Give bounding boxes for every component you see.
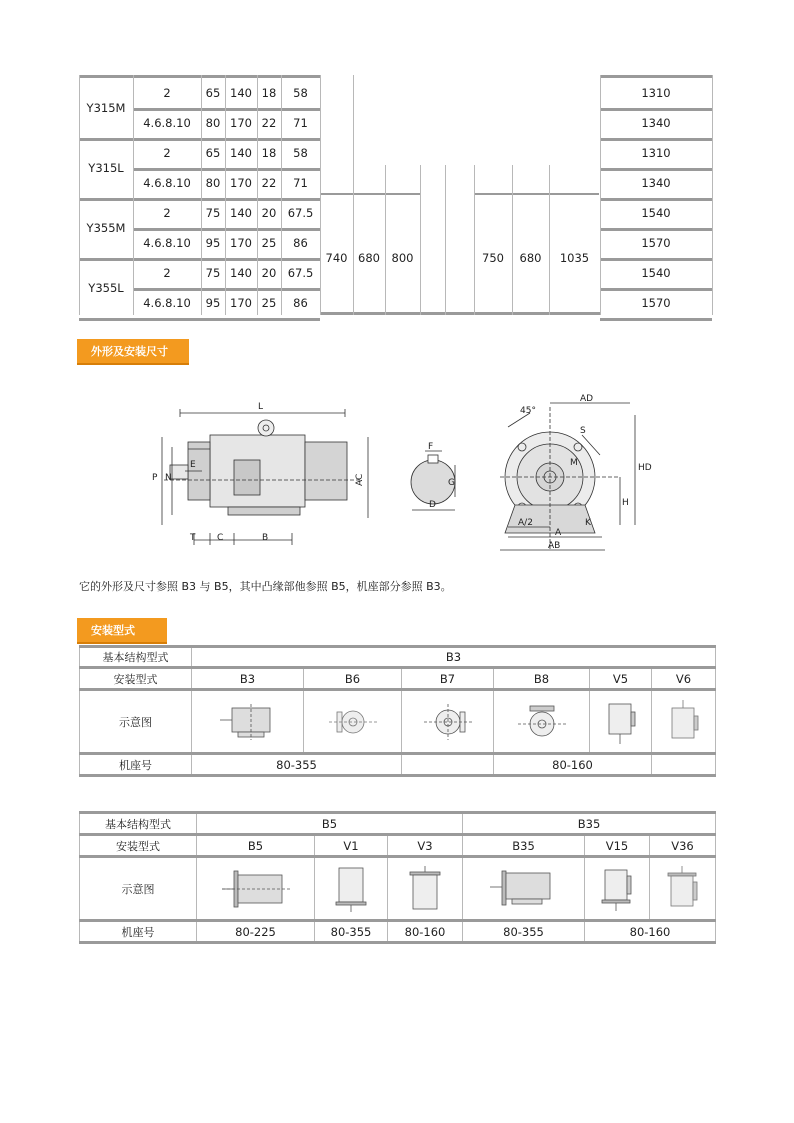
label-D: D (429, 500, 436, 510)
shared-cell: 750 (482, 251, 504, 265)
mount-type-b7: B7 (402, 668, 494, 690)
dim-cell: 140 (230, 86, 252, 100)
section-title-mounting: 安装型式 (91, 624, 135, 637)
label-T: T (190, 533, 196, 543)
frame-cell: Y355M (86, 221, 126, 235)
dim-cell: 20 (261, 266, 277, 280)
dimension-table (79, 75, 712, 315)
dim-cell: 67.5 (287, 206, 314, 220)
diagram-cell-b7 (402, 690, 494, 754)
diagram-cell-v5 (590, 690, 652, 754)
dim-cell: 2 (163, 146, 171, 160)
diagram-cell-v36 (650, 857, 716, 921)
dim-cell: 170 (230, 176, 252, 190)
dim-cell: 2 (163, 86, 171, 100)
frame-label: 机座号 (80, 754, 192, 776)
mount-type-b35: B35 (463, 835, 585, 857)
basic-structure-b35: B35 (463, 813, 716, 835)
label-AB: AB (548, 541, 561, 551)
motor-v3-icon (405, 864, 445, 914)
motor-b3-icon (218, 702, 278, 742)
label-S: S (580, 426, 586, 436)
dim-cell: 170 (230, 236, 252, 250)
vline-right-3 (445, 165, 446, 315)
shared-cell: 1035 (559, 251, 590, 265)
frame-b7 (402, 754, 494, 776)
weight-cell: 1340 (641, 176, 671, 190)
weight-cell: 1340 (641, 116, 671, 130)
dim-cell: 25 (261, 296, 277, 310)
frame-label-2: 机座号 (80, 921, 197, 943)
motor-v15-icon (597, 864, 637, 914)
mount-type-v5: V5 (590, 668, 652, 690)
mounting-table-b5-b35 (79, 811, 716, 944)
motor-v5-icon (601, 698, 641, 746)
motor-b5-icon (220, 867, 292, 911)
frame-cell: Y315M (86, 101, 126, 115)
weight-cell: 1540 (641, 266, 671, 280)
weight-cell: 1570 (641, 236, 671, 250)
motor-b7-icon (418, 702, 478, 742)
weight-cell: 1310 (641, 146, 671, 160)
mount-type-b8: B8 (494, 668, 590, 690)
frame-v3: 80-160 (388, 921, 463, 943)
dim-cell: 95 (205, 296, 221, 310)
diagram-cell-b35 (463, 857, 585, 921)
dimension-grid (79, 75, 712, 315)
frame-b5: 80-225 (197, 921, 315, 943)
mount-type-v36: V36 (650, 835, 716, 857)
label-A: A (555, 528, 562, 538)
basic-structure-label-2: 基本结构型式 (80, 813, 197, 835)
label-AD: AD (580, 394, 594, 404)
dim-cell: 140 (230, 146, 252, 160)
mount-type-v15: V15 (585, 835, 650, 857)
dim-cell: 67.5 (287, 266, 314, 280)
dim-cell: 58 (293, 86, 308, 100)
dimension-drawing (150, 385, 650, 565)
frame-b8-v5: 80-160 (494, 754, 652, 776)
dim-cell: 18 (261, 86, 277, 100)
diagram-cell-v3 (388, 857, 463, 921)
label-B: B (262, 533, 269, 543)
rule-left-8 (79, 318, 320, 321)
section-tag-dimensions (77, 339, 189, 363)
side-view (162, 409, 368, 545)
dim-cell: 2 (163, 266, 171, 280)
label-AC: AC (355, 473, 365, 486)
dim-cell: 4.6.8.10 (143, 296, 191, 310)
dim-cell: 71 (293, 176, 308, 190)
rule-mid-a (474, 193, 599, 195)
diagram-cell-v15 (585, 857, 650, 921)
dimension-note: 它的外形及尺寸参照 B3 与 B5，其中凸缘部他参照 B5，机座部分参照 B3。 (79, 580, 452, 593)
dim-cell: 4.6.8.10 (143, 236, 191, 250)
dim-cell: 86 (293, 236, 308, 250)
dim-cell: 170 (230, 116, 252, 130)
shared-cell: 680 (358, 251, 380, 265)
label-P: P (152, 473, 158, 483)
weight-cell: 1570 (641, 296, 671, 310)
motor-b6-icon (323, 702, 383, 742)
frame-v15-v36: 80-160 (585, 921, 716, 943)
dim-cell: 65 (205, 86, 221, 100)
weight-cell: 1310 (641, 86, 671, 100)
basic-structure-b5: B5 (197, 813, 463, 835)
label-F: F (428, 442, 434, 452)
label-E: E (190, 460, 196, 470)
basic-structure-value: B3 (192, 647, 716, 668)
dim-cell: 58 (293, 146, 308, 160)
dim-cell: 22 (261, 176, 277, 190)
mount-type-label-2: 安装型式 (80, 835, 197, 857)
frame-v1: 80-355 (315, 921, 388, 943)
mount-type-v6: V6 (652, 668, 716, 690)
vline-right-8 (712, 75, 713, 315)
dim-cell: 4.6.8.10 (143, 116, 191, 130)
dim-cell: 71 (293, 116, 308, 130)
dim-cell: 170 (230, 296, 252, 310)
diagram-cell-b5 (197, 857, 315, 921)
dim-cell: 4.6.8.10 (143, 176, 191, 190)
rule-mid-b (320, 193, 420, 195)
label-N: N (165, 473, 172, 483)
frame-v6 (652, 754, 716, 776)
mount-type-label: 安装型式 (80, 668, 192, 690)
shared-cell: 800 (391, 251, 414, 265)
diagram-label-2: 示意图 (80, 857, 197, 921)
label-K: K (585, 518, 591, 528)
mount-type-b3: B3 (192, 668, 304, 690)
label-C: C (217, 533, 224, 543)
dim-cell: 75 (205, 266, 221, 280)
frame-b35: 80-355 (463, 921, 585, 943)
frame-cell: Y315L (88, 161, 124, 175)
dim-cell: 95 (205, 236, 221, 250)
label-H: H (622, 498, 629, 508)
diagram-cell-v1 (315, 857, 388, 921)
dim-cell: 80 (205, 116, 221, 130)
dim-cell: 20 (261, 206, 277, 220)
frame-b3-b6: 80-355 (192, 754, 402, 776)
mount-type-v1: V1 (315, 835, 388, 857)
diagram-cell-b3 (192, 690, 304, 754)
label-L: L (258, 402, 264, 412)
dim-cell: 75 (205, 206, 221, 220)
dim-cell: 18 (261, 146, 277, 160)
dim-cell: 140 (230, 266, 252, 280)
dim-cell: 2 (163, 206, 171, 220)
vline-right-2 (420, 165, 421, 315)
motor-v6-icon (664, 698, 704, 746)
dim-cell: 140 (230, 206, 252, 220)
diagram-cell-b6 (304, 690, 402, 754)
motor-b35-icon (488, 867, 560, 911)
label-G: G (448, 478, 455, 488)
dim-cell: 22 (261, 116, 277, 130)
diagram-label: 示意图 (80, 690, 192, 754)
weight-cell: 1540 (641, 206, 671, 220)
mount-type-v3: V3 (388, 835, 463, 857)
rule-right-8 (600, 318, 712, 321)
frame-cell: Y355L (88, 281, 124, 295)
motor-v36-icon (663, 864, 703, 914)
dim-cell: 65 (205, 146, 221, 160)
label-A-half: A/2 (518, 518, 533, 528)
shared-cell: 740 (325, 251, 348, 265)
section-tag-mounting (77, 618, 167, 642)
mount-type-b6: B6 (304, 668, 402, 690)
label-HD: HD (638, 463, 652, 473)
motor-v1-icon (331, 864, 371, 914)
label-45-degree: 45° (520, 406, 536, 416)
label-M: M (570, 458, 578, 468)
motor-b8-icon (512, 702, 572, 742)
section-title-dimensions: 外形及安装尺寸 (91, 345, 168, 358)
mounting-table-b3 (79, 645, 716, 777)
shared-cell: 680 (519, 251, 542, 265)
mount-type-b5: B5 (197, 835, 315, 857)
diagram-cell-b8 (494, 690, 590, 754)
dim-cell: 25 (261, 236, 277, 250)
basic-structure-label: 基本结构型式 (80, 647, 192, 668)
dim-cell: 86 (293, 296, 308, 310)
dim-cell: 80 (205, 176, 221, 190)
diagram-cell-v6 (652, 690, 716, 754)
